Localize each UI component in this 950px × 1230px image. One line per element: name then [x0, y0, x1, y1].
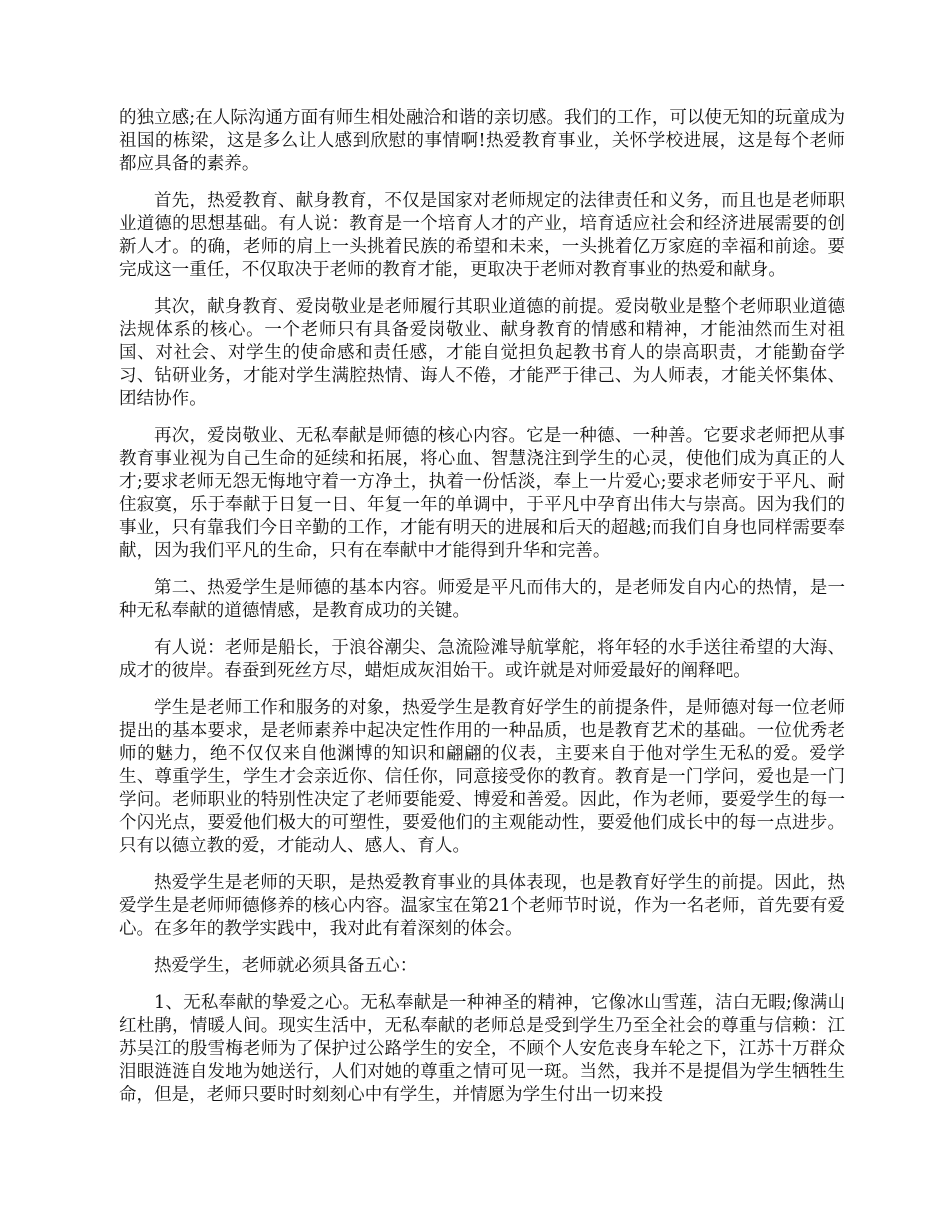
paragraph-2: 首先，热爱教育、献身教育，不仅是国家对老师规定的法律责任和义务，而且也是老师职业道德的思想基础。有人说：教育是一个培育人才的产业，培育适应社会和经济进展需要的创新人才。的确，老师的肩上一头挑着民族的希望和未来，一头挑着亿万家庭的幸福和前途。要完成这一重任，不仅取决于老师的教育才能，更取决于老师对教育事业的热爱和献身。: [119, 191, 845, 280]
document-body: [119, 107, 845, 1121]
paragraph-8: 热爱学生是老师的天职，是热爱教育事业的具体表现，也是教育好学生的前提。因此，热爱学生是老师师德修养的核心内容。温家宝在第21个老师节时说，作为一名老师，首先要有爱心。在多年的教学实践中，我对此有着深刻的体会。: [119, 873, 845, 939]
paragraph-3: 其次，献身教育、爱岗敬业是老师履行其职业道德的前提。爱岗敬业是整个老师职业道德法规体系的核心。一个老师只有具备爱岗敬业、献身教育的情感和精神，才能油然而生对祖国、对社会、对学生的使命感和责任感，才能自觉担负起教书育人的崇高职责，才能勤奋学习、钻研业务，才能对学生满腔热情、诲人不倦，才能严于律己、为人师表，才能关怀集体、团结协作。: [119, 297, 845, 409]
paragraph-1: 的独立感;在人际沟通方面有师生相处融洽和谐的亲切感。我们的工作，可以使无知的玩童成为祖国的栋梁，这是多么让人感到欣慰的事情啊!热爱教育事业，关怀学校进展，这是每个老师都应具备的素养。: [119, 108, 845, 174]
paragraph-7: 学生是老师工作和服务的对象，热爱学生是教育好学生的前提条件，是师德对每一位老师提出的基本要求，是老师素养中起决定性作用的一种品质，也是教育艺术的基础。一位优秀老师的魅力，绝不仅仅来自他渊博的知识和翩翩的仪表，主要来自于他对学生无私的爱。爱学生、尊重学生，学生才会亲近你、信任你，同意接受你的教育。教育是一门学问，爱也是一门学问。老师职业的特别性决定了老师要能爱、博爱和善爱。因此，作为老师，要爱学生的每一个闪光点，要爱他们极大的可塑性，要爱他们的主观能动性，要爱他们成长中的每一点进步。只有以德立教的爱，才能动人、感人、育人。: [119, 698, 845, 856]
paragraph-5: 第二、热爱学生是师德的基本内容。师爱是平凡而伟大的，是老师发自内心的热情，是一种无私奉献的道德情感，是教育成功的关键。: [119, 578, 845, 621]
paragraph-9: 热爱学生，老师就必须具备五心：: [154, 956, 418, 976]
paragraph-4: 再次，爱岗敬业、无私奉献是师德的核心内容。它是一种德、一种善。它要求老师把从事教育事业视为自己生命的延续和拓展，将心血、智慧浇注到学生的心灵，使他们成为真正的人才;要求老师无怨无悔地守着一方净土，执着一份恬淡，奉上一片爱心;要求老师安于平凡、耐住寂寞，乐于奉献于日复一日、年复一年的单调中，于平凡中孕育出伟大与崇高。因为我们的事业，只有靠我们今日辛勤的工作，才能有明天的进展和后天的超越;而我们自身也同样需要奉献，因为我们平凡的生命，只有在奉献中才能得到升华和完善。: [119, 426, 845, 561]
paragraph-10: 1、无私奉献的挚爱之心。无私奉献是一种神圣的精神，它像冰山雪莲，洁白无暇;像满山红杜鹃，情暖人间。现实生活中，无私奉献的老师总是受到学生乃至全社会的尊重与信赖：江苏吴江的殷雪梅老师为了保护过公路学生的安全，不顾个人安危丧身车轮之下，江苏十万群众泪眼涟涟自发地为她送行，人们对她的尊重之情可见一斑。当然，我并不是提倡为学生牺牲生命，但是，老师只要时时刻刻心中有学生，并情愿为学生付出一切来投: [119, 993, 845, 1105]
paragraph-6: 有人说：老师是船长，于浪谷潮尖、急流险滩导航掌舵，将年轻的水手送往希望的大海、成才的彼岸。春蚕到死丝方尽，蜡炬成灰泪始干。或许就是对师爱最好的阐释吧。: [119, 638, 845, 681]
